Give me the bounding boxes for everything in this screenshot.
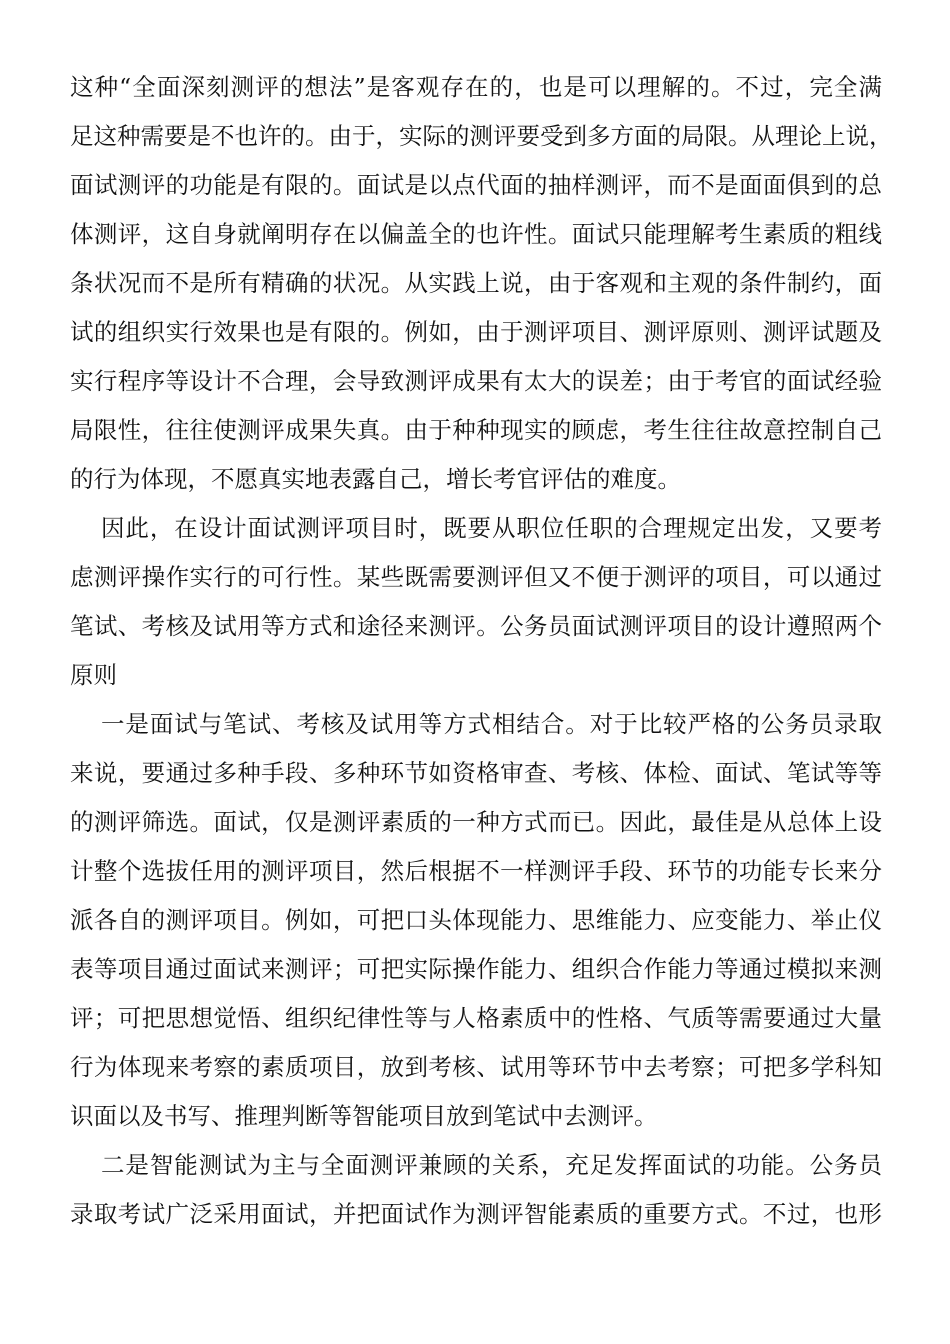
text-line: 这种“全面深刻测评的想法”是客观存在的，也是可以理解的。不过，完全满 <box>70 73 882 101</box>
paragraph-2 <box>70 504 882 700</box>
text-line: 评；可把思想觉悟、组织纪律性等与人格素质中的性格、气质等需要通过大量 <box>70 1004 882 1032</box>
text-line: 体测评，这自身就阐明存在以偏盖全的也许性。面试只能理解考生素质的粗线 <box>70 220 882 248</box>
text-line: 笔试、考核及试用等方式和途径来测评。公务员面试测评项目的设计遵照两个 <box>70 612 882 640</box>
paragraph-3 <box>70 700 882 1141</box>
text-line: 的行为体现，不愿真实地表露自己，增长考官评估的难度。 <box>70 465 681 493</box>
paragraph-1 <box>70 63 893 504</box>
text-line: 面试测评的功能是有限的。面试是以点代面的抽样测评，而不是面面俱到的总 <box>70 171 882 199</box>
text-line: 派各自的测评项目。例如，可把口头体现能力、思维能力、应变能力、举止仪 <box>70 906 882 934</box>
text-line: 二是智能测试为主与全面测评兼顾的关系，充足发挥面试的功能。公务员 <box>101 1151 882 1179</box>
text-line: 表等项目通过面试来测评；可把实际操作能力、组织合作能力等通过模拟来测 <box>70 955 882 983</box>
text-line: 识面以及书写、推理判断等智能项目放到笔试中去测评。 <box>70 1102 658 1130</box>
text-line: 虑测评操作实行的可行性。某些既需要测评但又不便于测评的项目，可以通过 <box>70 563 882 591</box>
text-line: 因此，在设计面试测评项目时，既要从职位任职的合理规定出发，又要考 <box>101 514 882 542</box>
document-page <box>70 63 893 1239</box>
text-line: 实行程序等设计不合理，会导致测评成果有太大的误差；由于考官的面试经验 <box>70 367 882 395</box>
text-line: 局限性，往往使测评成果失真。由于种种现实的顾虑，考生往往故意控制自己 <box>70 416 882 444</box>
paragraph-4 <box>70 1141 882 1239</box>
text-line: 行为体现来考察的素质项目，放到考核、试用等环节中去考察；可把多学科知 <box>70 1053 882 1081</box>
text-line: 原则 <box>70 661 117 689</box>
text-line: 计整个选拔任用的测评项目，然后根据不一样测评手段、环节的功能专长来分 <box>70 857 882 885</box>
text-line: 的测评筛选。面试，仅是测评素质的一种方式而已。因此，最佳是从总体上设 <box>70 808 882 836</box>
text-line: 足这种需要是不也许的。由于，实际的测评要受到多方面的局限。从理论上说， <box>70 122 893 150</box>
text-line: 试的组织实行效果也是有限的。例如，由于测评项目、测评原则、测评试题及 <box>70 318 882 346</box>
text-line: 来说，要通过多种手段、多种环节如资格审查、考核、体检、面试、笔试等等 <box>70 759 882 787</box>
text-line: 条状况而不是所有精确的状况。从实践上说，由于客观和主观的条件制约，面 <box>70 269 882 297</box>
text-line: 录取考试广泛采用面试，并把面试作为测评智能素质的重要方式。不过，也形 <box>70 1200 882 1228</box>
text-line: 一是面试与笔试、考核及试用等方式相结合。对于比较严格的公务员录取 <box>101 710 882 738</box>
